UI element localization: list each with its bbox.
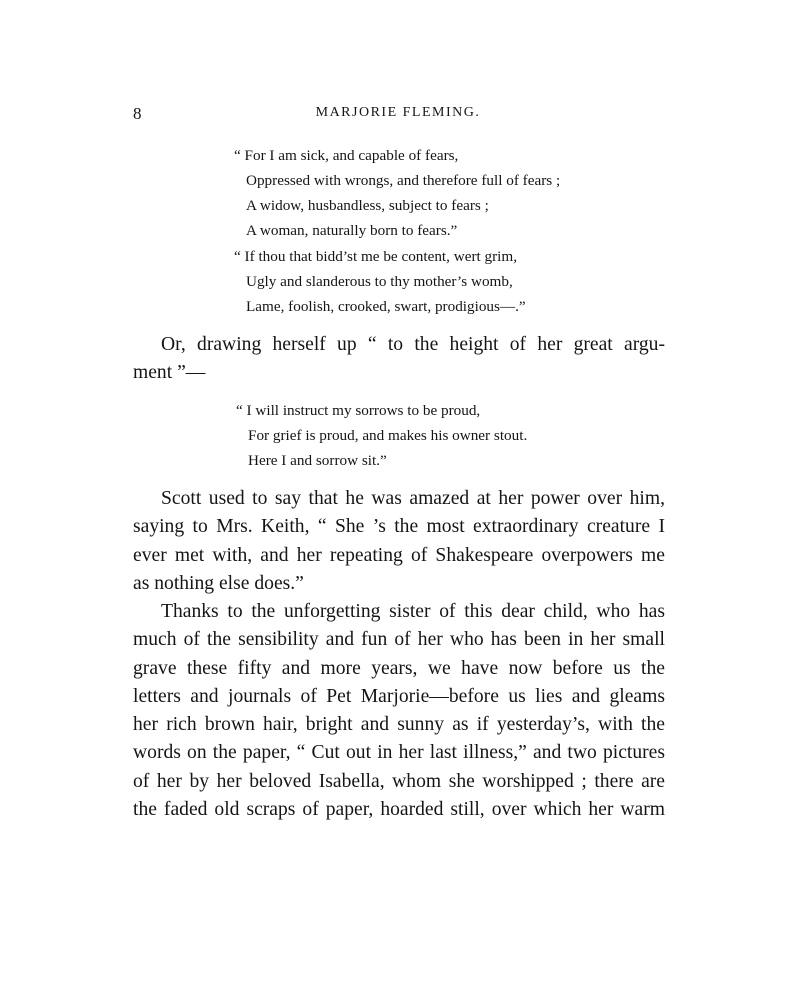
- paragraph-line: grave these fifty and more years, we have now before us the: [133, 657, 665, 679]
- paragraph-line: of her by her beloved Isabella, whom she worshipped ; there are: [133, 770, 665, 792]
- paragraph-line: Or, drawing herself up “ to the height of her great argu-: [161, 334, 665, 355]
- paragraph-2: [133, 485, 665, 598]
- paragraph-line: as nothing else does.”: [133, 572, 304, 594]
- verse-line: “ For I am sick, and capable of fears,: [234, 147, 459, 164]
- verse-quote-1: [234, 143, 560, 243]
- running-title: MARJORIE FLEMING.: [315, 105, 481, 120]
- verse-line: Oppressed with wrongs, and therefore full of fears ;: [246, 172, 561, 189]
- paragraph-line: letters and journals of Pet Marjorie—before us lies and gleams: [133, 685, 665, 707]
- verse-line: Lame, foolish, crooked, swart, prodigious—.”: [246, 298, 526, 315]
- paragraph-line: her rich brown hair, bright and sunny as if yesterday’s, with the: [133, 714, 665, 736]
- paragraph-line: words on the paper, “ Cut out in her last illness,” and two pictures: [133, 742, 665, 764]
- paragraph-3: [133, 598, 665, 824]
- verse-quote-3: [236, 398, 527, 473]
- verse-line: “ If thou that bidd’st me be content, wert grim,: [234, 248, 518, 265]
- paragraph-line: ment ”—: [133, 362, 206, 384]
- verse-line: A widow, husbandless, subject to fears ;: [246, 197, 489, 214]
- page-number: 8: [133, 104, 142, 123]
- verse-line: A woman, naturally born to fears.”: [246, 222, 458, 239]
- verse-line: “ I will instruct my sorrows to be proud,: [236, 402, 481, 419]
- verse-line: For grief is proud, and makes his owner stout.: [248, 427, 528, 444]
- page-header: [133, 104, 663, 124]
- paragraph-line: the faded old scraps of paper, hoarded still, over which her warm: [133, 799, 665, 821]
- paragraph-line: Scott used to say that he was amazed at her power over him,: [161, 488, 665, 509]
- paragraph-1: [133, 331, 665, 388]
- verse-line: Ugly and slanderous to thy mother’s womb,: [246, 273, 513, 290]
- verse-line: Here I and sorrow sit.”: [248, 452, 387, 469]
- paragraph-line: much of the sensibility and fun of her who has been in her small: [133, 629, 665, 651]
- verse-quote-2: [234, 244, 526, 319]
- paragraph-line: Thanks to the unforgetting sister of this dear child, who has: [161, 601, 665, 622]
- paragraph-line: ever met with, and her repeating of Shakespeare overpowers me: [133, 544, 665, 566]
- paragraph-line: saying to Mrs. Keith, “ She ’s the most extraordinary creature I: [133, 516, 665, 538]
